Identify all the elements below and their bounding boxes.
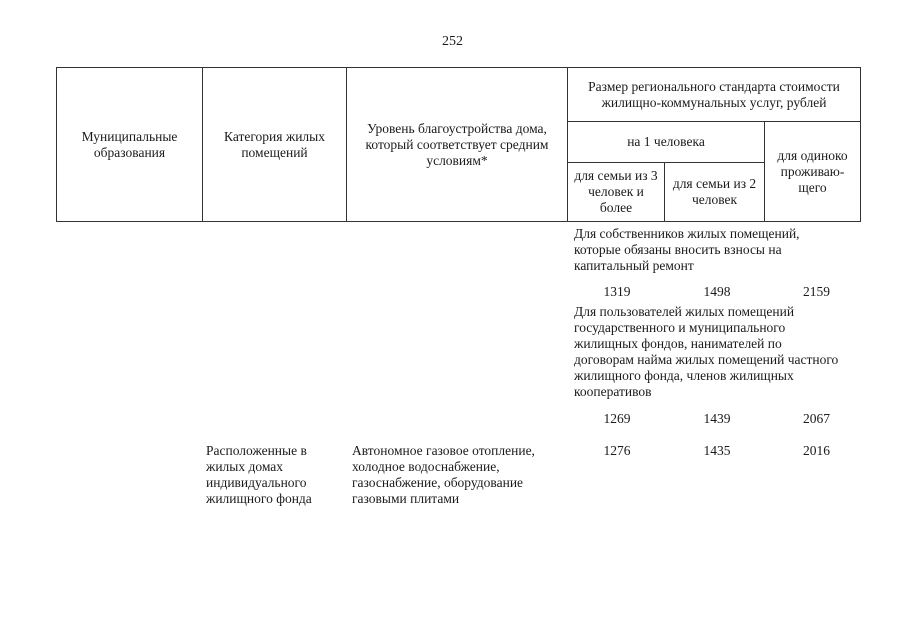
users-value-family3: 1269: [603, 411, 631, 426]
owners-value-family3: 1319: [603, 284, 631, 299]
header-single: для одиноко проживаю-щего: [765, 122, 861, 222]
table-header: [56, 67, 861, 222]
row-individual-level: Автономное газовое отопление, холодное водоснабжение, газоснабжение, оборудование газовыми плитами: [352, 443, 535, 506]
header-per-person: на 1 человека: [568, 122, 765, 163]
row-individual-category: Расположенные в жилых домах индивидуального жилищного фонда: [206, 443, 312, 506]
owners-value-family2: 1498: [703, 284, 731, 299]
header-standard: Размер регионального стандарта стоимости жилищно-коммунальных услуг, рублей: [568, 68, 861, 122]
header-category: Категория жилых помещений: [203, 68, 347, 222]
page-number: 252: [442, 34, 463, 49]
header-level: Уровень благоустройства дома, который соответствует средним условиям*: [347, 68, 568, 222]
header-family3: для семьи из 3 человек и более: [568, 163, 665, 222]
owners-value-single: 2159: [803, 284, 830, 299]
header-municipalities: Муниципальные образования: [57, 68, 203, 222]
header-family2: для семьи из 2 человек: [665, 163, 765, 222]
users-value-single: 2067: [803, 411, 830, 426]
section-owners-label: Для собственников жилых помещений, которые обязаны вносить взносы на капитальный ремонт: [574, 226, 800, 273]
individual-value-family3: 1276: [603, 443, 631, 458]
individual-value-single: 2016: [803, 443, 830, 458]
users-value-family2: 1439: [703, 411, 731, 426]
section-users-label: Для пользователей жилых помещений государственного и муниципального жилищных фондов, нанимателей по договорам найма жилых помещений частного жилищного фонда, членов жилищных кооперативов: [574, 304, 839, 399]
individual-value-family2: 1435: [703, 443, 731, 458]
